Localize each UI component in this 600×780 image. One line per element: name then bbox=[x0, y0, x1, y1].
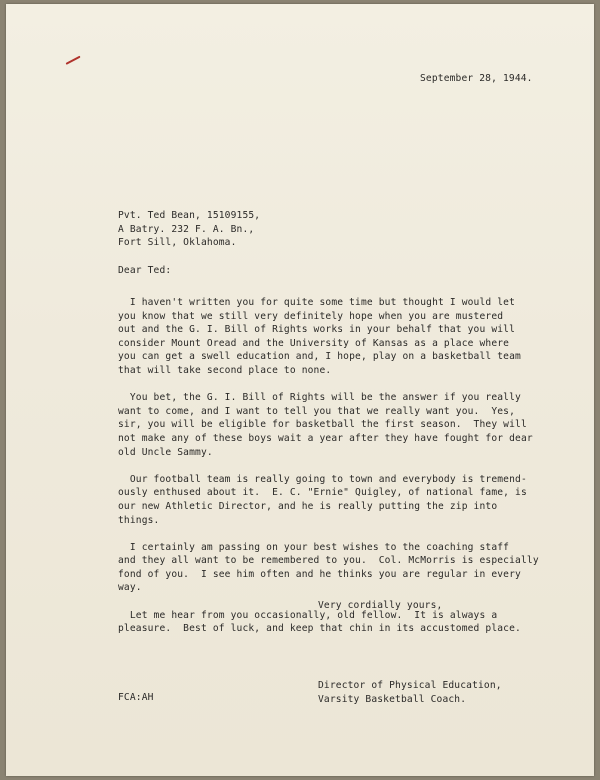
paragraph bbox=[118, 473, 558, 527]
reference-initials: FCA:AH bbox=[118, 692, 154, 703]
recipient-line: Fort Sill, Oklahoma. bbox=[118, 237, 237, 248]
body-line: ously enthused about it. E. C. "Ernie" Quigley, of national fame, is bbox=[118, 487, 527, 499]
body-line: way. bbox=[118, 582, 142, 594]
body-line: I certainly am passing on your best wishes to the coaching staff bbox=[118, 541, 510, 553]
body-line: Let me hear from you occasionally, old fellow. It is always a bbox=[118, 609, 498, 621]
body-line: you can get a swell education and, I hope, play on a basketball team bbox=[118, 351, 521, 363]
complimentary-close: Very cordially yours, bbox=[318, 600, 443, 611]
recipient-line: A Batry. 232 F. A. Bn., bbox=[118, 223, 255, 235]
body-line: out and the G. I. Bill of Rights works in your behalf that you will bbox=[118, 324, 516, 336]
letter-body bbox=[118, 296, 558, 649]
letter-page bbox=[6, 4, 594, 776]
body-line: things. bbox=[118, 514, 160, 526]
body-line: Our football team is really going to town and everybody is tremend- bbox=[118, 473, 527, 485]
body-line: not make any of these boys wait a year after they have fought for dear bbox=[118, 432, 533, 444]
body-line: that will take second place to none. bbox=[118, 364, 332, 376]
recipient-address bbox=[118, 209, 260, 250]
body-line: sir, you will be eligible for basketball the first season. They will bbox=[118, 419, 527, 431]
signature-block bbox=[318, 679, 502, 706]
paragraph bbox=[118, 609, 558, 636]
letter-date: September 28, 1944. bbox=[420, 73, 533, 84]
red-pencil-mark bbox=[66, 56, 81, 65]
body-line: want to come, and I want to tell you that we really want you. Yes, bbox=[118, 405, 516, 417]
recipient-line: Pvt. Ted Bean, 15109155, bbox=[118, 210, 261, 221]
body-line: old Uncle Sammy. bbox=[118, 446, 213, 458]
paragraph bbox=[118, 541, 558, 595]
body-line: I haven't written you for quite some time but thought I would let bbox=[118, 297, 516, 308]
signature-line: Varsity Basketball Coach. bbox=[318, 693, 467, 705]
salutation: Dear Ted: bbox=[118, 265, 172, 276]
body-line: You bet, the G. I. Bill of Rights will be the answer if you really bbox=[118, 392, 521, 404]
body-line: and they all want to be remembered to you. Col. McMorris is especially bbox=[118, 555, 539, 567]
body-line: you know that we still very definitely hope when you are mustered bbox=[118, 310, 504, 322]
body-line: pleasure. Best of luck, and keep that chin in its accustomed place. bbox=[118, 623, 521, 635]
paragraph bbox=[118, 391, 558, 459]
body-line: consider Mount Oread and the University of Kansas as a place where bbox=[118, 337, 510, 349]
body-line: fond of you. I see him often and he thinks you are regular in every bbox=[118, 568, 521, 580]
paragraph bbox=[118, 296, 558, 378]
signature-line: Director of Physical Education, bbox=[318, 680, 502, 691]
body-line: our new Athletic Director, and he is really putting the zip into bbox=[118, 500, 498, 512]
